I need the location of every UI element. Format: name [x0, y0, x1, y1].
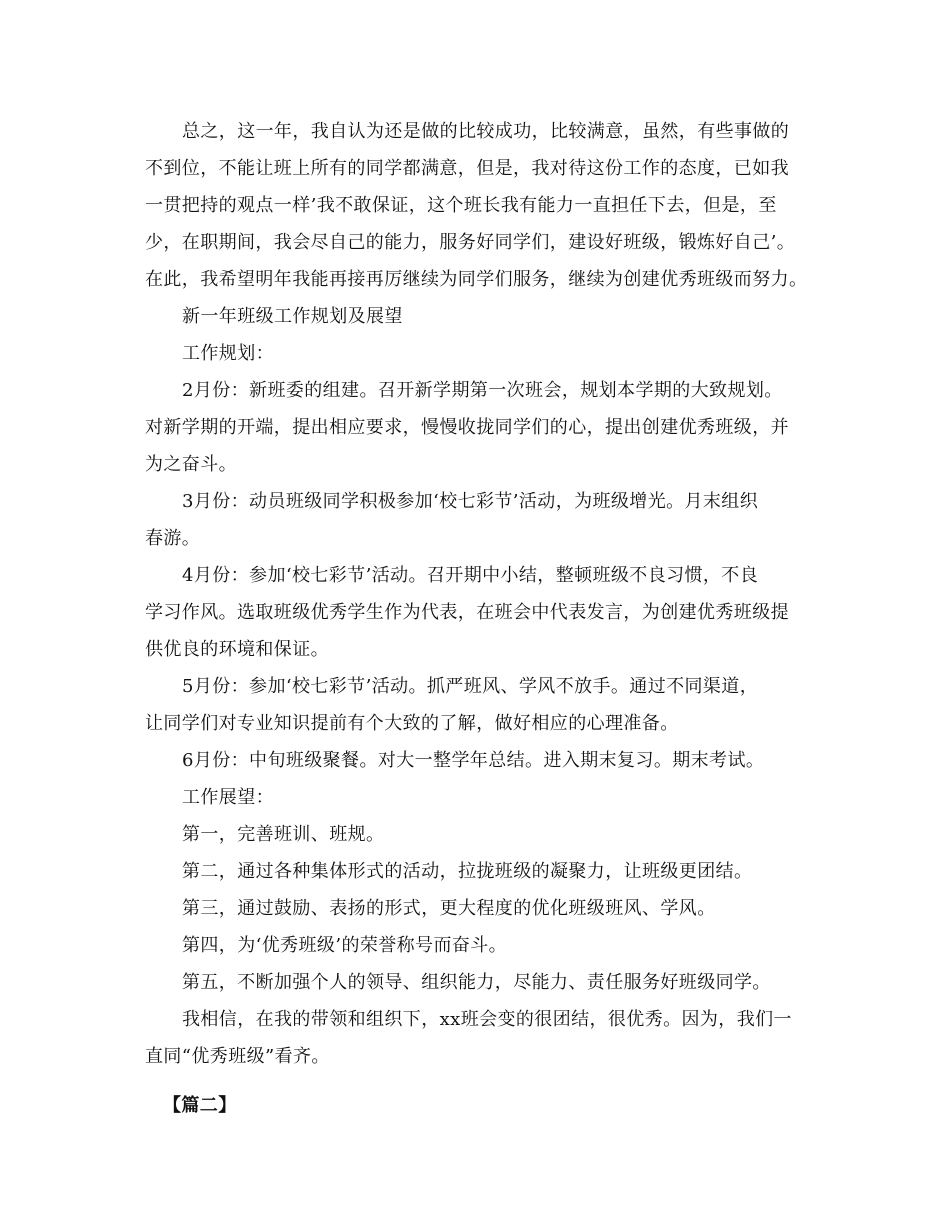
body-text [145, 113, 810, 1124]
paragraph-line: 一贯把持的观点一样’我不敢保证，这个班长我有能力一直担任下去，但是，至 [145, 195, 777, 216]
list-item: 第五，不断加强个人的领导、组织能力，尽能力、责任服务好班级同学。 [182, 972, 771, 993]
paragraph-line: 对新学期的开端，提出相应要求，慢慢收拢同学们的心，提出创建优秀班级，并 [145, 417, 789, 438]
paragraph-line: 5月份：参加‘校七彩节’活动。抓严班风、学风不放手。通过不同渠道， [182, 676, 759, 697]
list-item: 第四，为‘优秀班级’的荣誉称号而奋斗。 [182, 935, 508, 956]
subheading: 工作规划： [182, 343, 274, 364]
part-heading: 【篇二】 [163, 1095, 237, 1116]
paragraph-line: 学习作风。选取班级优秀学生作为代表，在班会中代表发言，为创建优秀班级提 [145, 602, 789, 623]
paragraph-line: 春游。 [145, 528, 201, 549]
paragraph-line: 在此，我希望明年我能再接再厉继续为同学们服务，继续为创建优秀班级而努力。 [145, 269, 808, 290]
paragraph-line: 供优良的环境和保证。 [145, 639, 329, 660]
paragraph-line: 6月份：中旬班级聚餐。对大一整学年总结。进入期末复习。期末考试。 [182, 750, 765, 771]
list-item: 第一，完善班训、班规。 [182, 824, 385, 845]
paragraph-line: 让同学们对专业知识提前有个大致的了解，做好相应的心理准备。 [145, 713, 679, 734]
paragraph-line: 4月份：参加‘校七彩节’活动。召开期中小结，整顿班级不良习惯，不良 [182, 565, 759, 586]
subheading: 工作展望： [182, 787, 274, 808]
paragraph-line: 为之奋斗。 [145, 454, 237, 475]
list-item: 第三，通过鼓励、表扬的形式，更大程度的优化班级班风、学风。 [182, 898, 716, 919]
paragraph-line: 我相信，在我的带领和组织下，xx班会变的很团结，很优秀。因为，我们一 [182, 1009, 792, 1030]
section-gap [145, 1075, 810, 1087]
section-title: 新一年班级工作规划及展望 [182, 306, 403, 327]
paragraph-line: 2月份：新班委的组建。召开新学期第一次班会，规划本学期的大致规划。 [182, 380, 783, 401]
paragraph-line: 不到位，不能让班上所有的同学都满意，但是，我对待这份工作的态度，已如我 [145, 158, 789, 179]
list-item: 第二，通过各种集体形式的活动，拉拢班级的凝聚力，让班级更团结。 [182, 861, 753, 882]
paragraph-line: 少，在职期间，我会尽自己的能力，服务好同学们，建设好班级，锻炼好自己’。 [145, 232, 796, 253]
paragraph-line: 3月份：动员班级同学积极参加‘校七彩节’活动，为班级增光。月末组织 [182, 491, 759, 512]
paragraph-line: 直同“优秀班级”看齐。 [145, 1046, 330, 1067]
paragraph-line: 总之，这一年，我自认为还是做的比较成功，比较满意，虽然，有些事做的 [182, 121, 790, 142]
